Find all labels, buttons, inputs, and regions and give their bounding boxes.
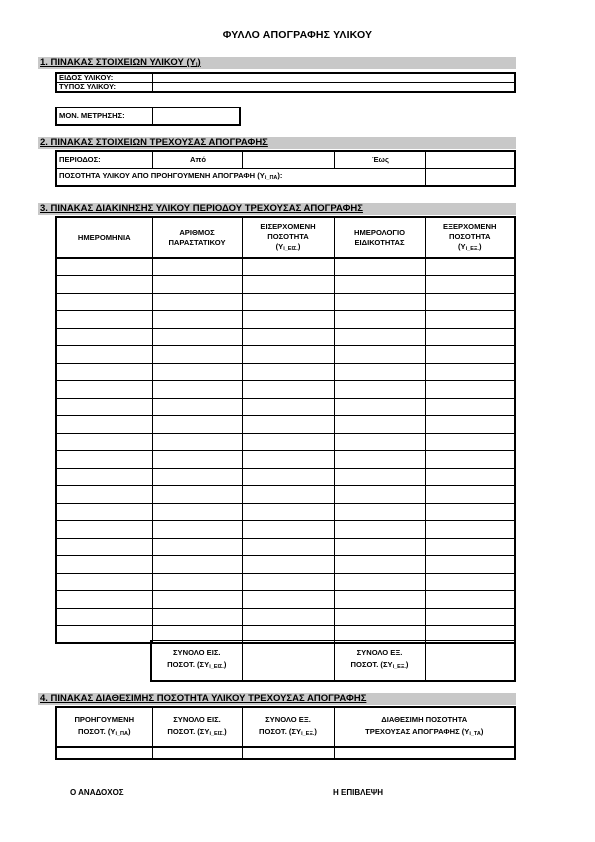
unit-label: ΜΟΝ. ΜΕΤΡΗΣΗΣ: [56,108,152,125]
table-cell[interactable] [334,451,425,469]
table-row [56,468,515,486]
table-cell[interactable] [425,521,515,539]
table-cell[interactable] [242,311,334,329]
table-cell[interactable] [242,363,334,381]
avail-prev-field[interactable] [56,747,152,759]
section-3-heading: 3. ΠΙΝΑΚΑΣ ΔΙΑΚΙΝΗΣΗΣ ΥΛΙΚΟΥ ΠΕΡΙΟΔΟΥ ΤΡΕΧΟΥΣΑΣ ΑΠΟΓΡΑΦΗΣ [38,203,516,215]
table-cell[interactable] [56,416,152,434]
table-cell[interactable] [152,276,242,294]
table-cell[interactable] [334,258,425,276]
table-cell[interactable] [152,573,242,591]
sum-out-label: ΣΥΝΟΛΟ ΕΞ. ΠΟΣΟΤ. $(\Sigma\Upsilon_{i\_E\Xi.})$ [334,641,425,681]
table-cell[interactable] [152,503,242,521]
table-cell[interactable] [56,293,152,311]
avail-prev-header: ΠΡΟΗΓΟΥΜΕΝΗ ΠΟΣΟΤ. $(\Upsilon_{i\_\Pi A})$ [56,707,152,747]
table-cell[interactable] [242,328,334,346]
table-cell[interactable] [242,521,334,539]
table-cell[interactable] [152,398,242,416]
table-cell[interactable] [334,381,425,399]
table-cell[interactable] [56,381,152,399]
avail-out-header: ΣΥΝΟΛΟ ΕΞ. ΠΟΣΟΤ. $(\Sigma\Upsilon_{i\_E\Xi.})$ [242,707,334,747]
table-row [56,591,515,609]
table-cell[interactable] [56,538,152,556]
unit-field[interactable] [152,108,240,125]
table-cell[interactable] [242,416,334,434]
material-type-label: ΕΙΔΟΣ ΥΛΙΚΟΥ: [56,73,152,83]
table-cell[interactable] [56,328,152,346]
table-cell[interactable] [56,591,152,609]
table-cell[interactable] [152,538,242,556]
table-row [56,503,515,521]
table-row [56,381,515,399]
section-2-heading: 2. ΠΙΝΑΚΑΣ ΣΤΟΙΧΕΙΩΝ ΤΡΕΧΟΥΣΑΣ ΑΠΟΓΡΑΦΗΣ [38,137,516,149]
table-cell[interactable] [242,398,334,416]
table-cell[interactable] [334,538,425,556]
col-log-header: ΗΜΕΡΟΛΟΓΙΟ ΕΙΔΙΚΟΤΗΤΑΣ [334,217,425,258]
table-cell[interactable] [334,433,425,451]
table-cell[interactable] [152,363,242,381]
table-cell[interactable] [56,276,152,294]
table-cell[interactable] [152,311,242,329]
table-cell[interactable] [425,433,515,451]
table-cell[interactable] [334,591,425,609]
table-cell[interactable] [425,398,515,416]
inventory-info-table [55,150,516,187]
table-cell[interactable] [425,346,515,364]
period-label: ΠΕΡΙΟΔΟΣ: [56,151,152,168]
table-cell[interactable] [152,608,242,626]
material-type-field[interactable] [152,73,515,83]
table-cell[interactable] [425,486,515,504]
movement-table [55,216,516,644]
table-cell[interactable] [56,451,152,469]
table-cell[interactable] [334,486,425,504]
table-cell[interactable] [425,258,515,276]
material-model-label: ΤΥΠΟΣ ΥΛΙΚΟΥ: [56,83,152,93]
table-cell[interactable] [152,258,242,276]
table-row [56,346,515,364]
table-row [56,363,515,381]
to-field[interactable] [425,151,515,168]
table-row [56,556,515,574]
table-cell[interactable] [56,486,152,504]
avail-current-field[interactable] [334,747,515,759]
table-cell[interactable] [425,468,515,486]
table-cell[interactable] [334,573,425,591]
table-cell[interactable] [242,276,334,294]
table-cell[interactable] [152,451,242,469]
table-cell[interactable] [334,416,425,434]
material-model-field[interactable] [152,83,515,93]
table-cell[interactable] [56,503,152,521]
table-cell[interactable] [242,538,334,556]
table-cell[interactable] [242,451,334,469]
table-cell[interactable] [152,346,242,364]
table-cell[interactable] [425,293,515,311]
sum-in-label: ΣΥΝΟΛΟ ΕΙΣ. ΠΟΣΟΤ. $(\Sigma\Upsilon_{i\_EI\Sigma.})$ [151,641,242,681]
table-cell[interactable] [242,293,334,311]
from-field[interactable] [242,151,334,168]
availability-table [55,706,516,760]
table-row [56,328,515,346]
table-row [56,486,515,504]
table-cell[interactable] [425,503,515,521]
prev-qty-label: ΠΟΣΟΤΗΤΑ ΥΛΙΚΟΥ ΑΠΟ ΠΡΟΗΓΟΥΜΕΝΗ ΑΠΟΓΡΑΦΗ $(\Upsilon_{i\_\Pi A})$: [56,168,425,186]
table-cell[interactable] [152,521,242,539]
table-cell[interactable] [152,416,242,434]
table-cell[interactable] [242,573,334,591]
table-cell[interactable] [334,293,425,311]
page-title: ΦΥΛΛΟ ΑΠΟΓΡΑΦΗΣ ΥΛΙΚΟΥ [222,29,373,41]
table-cell[interactable] [425,573,515,591]
movement-totals-table [150,640,516,682]
table-cell[interactable] [242,433,334,451]
table-row [56,398,515,416]
table-cell[interactable] [425,608,515,626]
table-cell[interactable] [56,608,152,626]
table-cell[interactable] [242,503,334,521]
table-row [56,573,515,591]
unit-table [55,107,241,126]
table-cell[interactable] [242,556,334,574]
table-cell[interactable] [152,328,242,346]
table-row [56,276,515,294]
avail-in-header: ΣΥΝΟΛΟ ΕΙΣ. ΠΟΣΟΤ. $(\Sigma\Upsilon_{i\_EI\Sigma.})$ [152,707,242,747]
table-cell[interactable] [56,573,152,591]
table-row [56,608,515,626]
table-cell[interactable] [56,346,152,364]
col-doc-header: ΑΡΙΘΜΟΣ ΠΑΡΑΣΤΑΤΙΚΟΥ [152,217,242,258]
table-cell[interactable] [152,381,242,399]
section-4-heading: 4. ΠΙΝΑΚΑΣ ΔΙΑΘΕΣΙΜΗΣ ΠΟΣΟΤΗΤΑ ΥΛΙΚΟΥ ΤΡΕΧΟΥΣΑΣ ΑΠΟΓΡΑΦΗΣ [38,693,516,705]
table-cell[interactable] [242,486,334,504]
table-cell[interactable] [56,311,152,329]
table-cell[interactable] [152,468,242,486]
table-cell[interactable] [56,398,152,416]
table-cell[interactable] [152,486,242,504]
section-1-heading: 1. ΠΙΝΑΚΑΣ ΣΤΟΙΧΕΙΩΝ ΥΛΙΚΟΥ $(\Upsilon_i)$ [38,57,516,69]
material-info-table [55,72,516,93]
table-cell[interactable] [56,556,152,574]
table-cell[interactable] [152,556,242,574]
avail-out-field[interactable] [242,747,334,759]
from-label: Από [152,151,242,168]
table-cell[interactable] [334,346,425,364]
table-cell[interactable] [334,503,425,521]
table-cell[interactable] [56,626,152,644]
table-cell[interactable] [152,433,242,451]
table-cell[interactable] [334,398,425,416]
table-cell[interactable] [425,591,515,609]
table-cell[interactable] [334,276,425,294]
table-cell[interactable] [56,433,152,451]
table-row [56,258,515,276]
table-cell[interactable] [425,311,515,329]
table-row [56,293,515,311]
table-cell[interactable] [425,556,515,574]
table-row [56,538,515,556]
col-out-header: ΕΞΕΡΧΟΜΕΝΗ ΠΟΣΟΤΗΤΑ $(\Upsilon_{i\_E\Xi.})$ [425,217,515,258]
table-cell[interactable] [56,363,152,381]
sum-in-field[interactable] [242,641,334,681]
table-cell[interactable] [152,293,242,311]
table-cell[interactable] [425,538,515,556]
table-cell[interactable] [425,451,515,469]
table-cell[interactable] [242,346,334,364]
col-date-header: ΗΜΕΡΟΜΗΝΙΑ [56,217,152,258]
table-cell[interactable] [334,521,425,539]
table-cell[interactable] [334,328,425,346]
table-cell[interactable] [334,363,425,381]
table-cell[interactable] [56,521,152,539]
table-cell[interactable] [425,276,515,294]
table-cell[interactable] [425,381,515,399]
table-cell[interactable] [242,608,334,626]
supervision-signature-label: Η ΕΠΙΒΛΕΨΗ [333,788,384,797]
table-row [56,433,515,451]
table-cell[interactable] [334,556,425,574]
table-cell[interactable] [425,363,515,381]
sum-out-field[interactable] [425,641,515,681]
table-cell[interactable] [334,608,425,626]
table-cell[interactable] [56,258,152,276]
table-cell[interactable] [334,468,425,486]
table-cell[interactable] [152,591,242,609]
avail-in-field[interactable] [152,747,242,759]
table-cell[interactable] [425,328,515,346]
contractor-signature-label: Ο ΑΝΑΔΟΧΟΣ [70,788,124,797]
avail-current-header: ΔΙΑΘΕΣΙΜΗ ΠΟΣΟΤΗΤΑ ΤΡΕΧΟΥΣΑΣ ΑΠΟΓΡΑΦΗΣ $(\Upsilon_{i\_TA})$ [334,707,515,747]
prev-qty-field[interactable] [425,168,515,186]
col-in-header: ΕΙΣΕΡΧΟΜΕΝΗ ΠΟΣΟΤΗΤΑ $(\Upsilon_{i\_EI\Sigma.})$ [242,217,334,258]
table-cell[interactable] [242,258,334,276]
table-row [56,311,515,329]
to-label: Έως [334,151,425,168]
table-cell[interactable] [242,468,334,486]
table-cell[interactable] [56,468,152,486]
table-row [56,451,515,469]
table-cell[interactable] [242,591,334,609]
table-cell[interactable] [425,416,515,434]
table-row [56,416,515,434]
table-cell[interactable] [242,381,334,399]
table-row [56,521,515,539]
table-cell[interactable] [334,311,425,329]
